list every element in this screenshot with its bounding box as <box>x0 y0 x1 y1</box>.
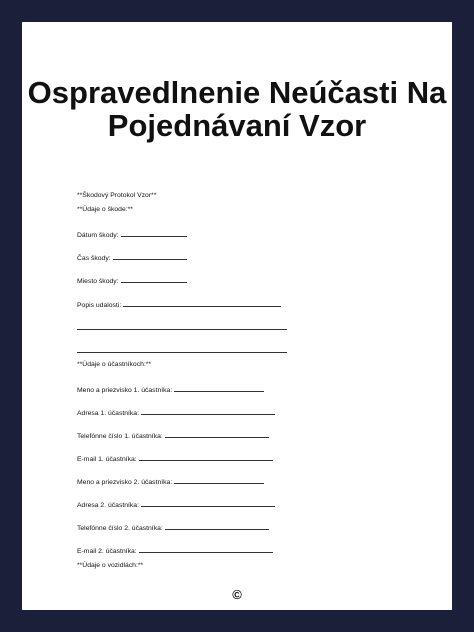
description-line-2[interactable] <box>77 329 287 330</box>
blank-line[interactable] <box>141 408 275 415</box>
blank-line[interactable] <box>121 230 187 237</box>
blank-line[interactable] <box>123 300 281 307</box>
field-label: Dátum škody: <box>77 232 119 239</box>
field-damage-place <box>77 276 187 286</box>
field-label: Miesto škody: <box>77 278 119 285</box>
field-label: E-mail 2. účastníka: <box>77 548 137 555</box>
field-participant1-address <box>77 408 275 418</box>
field-event-description <box>77 300 281 310</box>
field-participant2-name <box>77 477 264 487</box>
page-title <box>22 76 452 142</box>
field-label: Meno a priezvisko 1. účastníka: <box>77 387 173 394</box>
section-vehicles-heading: **Údaje o vozidlách:** <box>77 562 144 569</box>
title-line-2: Pojednávaní Vzor <box>107 108 367 143</box>
blank-line[interactable] <box>139 454 273 461</box>
document-page <box>22 22 452 610</box>
field-label: Popis udalosti: <box>77 302 122 309</box>
field-label: Adresa 2. účastníka: <box>77 502 139 509</box>
field-participant2-email <box>77 546 273 556</box>
field-damage-date <box>77 230 187 240</box>
field-label: Meno a priezvisko 2. účastníka: <box>77 479 173 486</box>
blank-line[interactable] <box>165 523 269 530</box>
field-participant1-phone <box>77 431 269 441</box>
field-label: Čas škody: <box>77 255 111 262</box>
blank-line[interactable] <box>174 477 264 484</box>
blank-line[interactable] <box>174 385 264 392</box>
field-label: Telefónne číslo 2. účastníka: <box>77 525 163 532</box>
field-label: E-mail 1. účastníka: <box>77 456 137 463</box>
copyright-icon: © <box>232 587 242 602</box>
blank-line[interactable] <box>113 253 187 260</box>
blank-line[interactable] <box>141 500 275 507</box>
field-participant2-phone <box>77 523 269 533</box>
blank-line[interactable] <box>121 276 187 283</box>
field-participant1-email <box>77 454 273 464</box>
section-participants-heading: **Údaje o účastníkoch:** <box>77 361 152 368</box>
blank-line[interactable] <box>139 546 273 553</box>
field-participant1-name <box>77 385 264 395</box>
blank-line[interactable] <box>165 431 269 438</box>
section-damage-heading: **Údaje o škode:** <box>77 206 133 213</box>
field-damage-time <box>77 253 187 263</box>
field-label: Telefónne číslo 1. účastníka: <box>77 433 163 440</box>
description-line-3[interactable] <box>77 352 287 353</box>
field-participant2-address <box>77 500 275 510</box>
document-heading: **Škodový Protokol Vzor** <box>77 192 157 199</box>
title-line-1: Ospravedlnenie Neúčasti Na <box>27 75 447 110</box>
field-label: Adresa 1. účastníka: <box>77 410 139 417</box>
